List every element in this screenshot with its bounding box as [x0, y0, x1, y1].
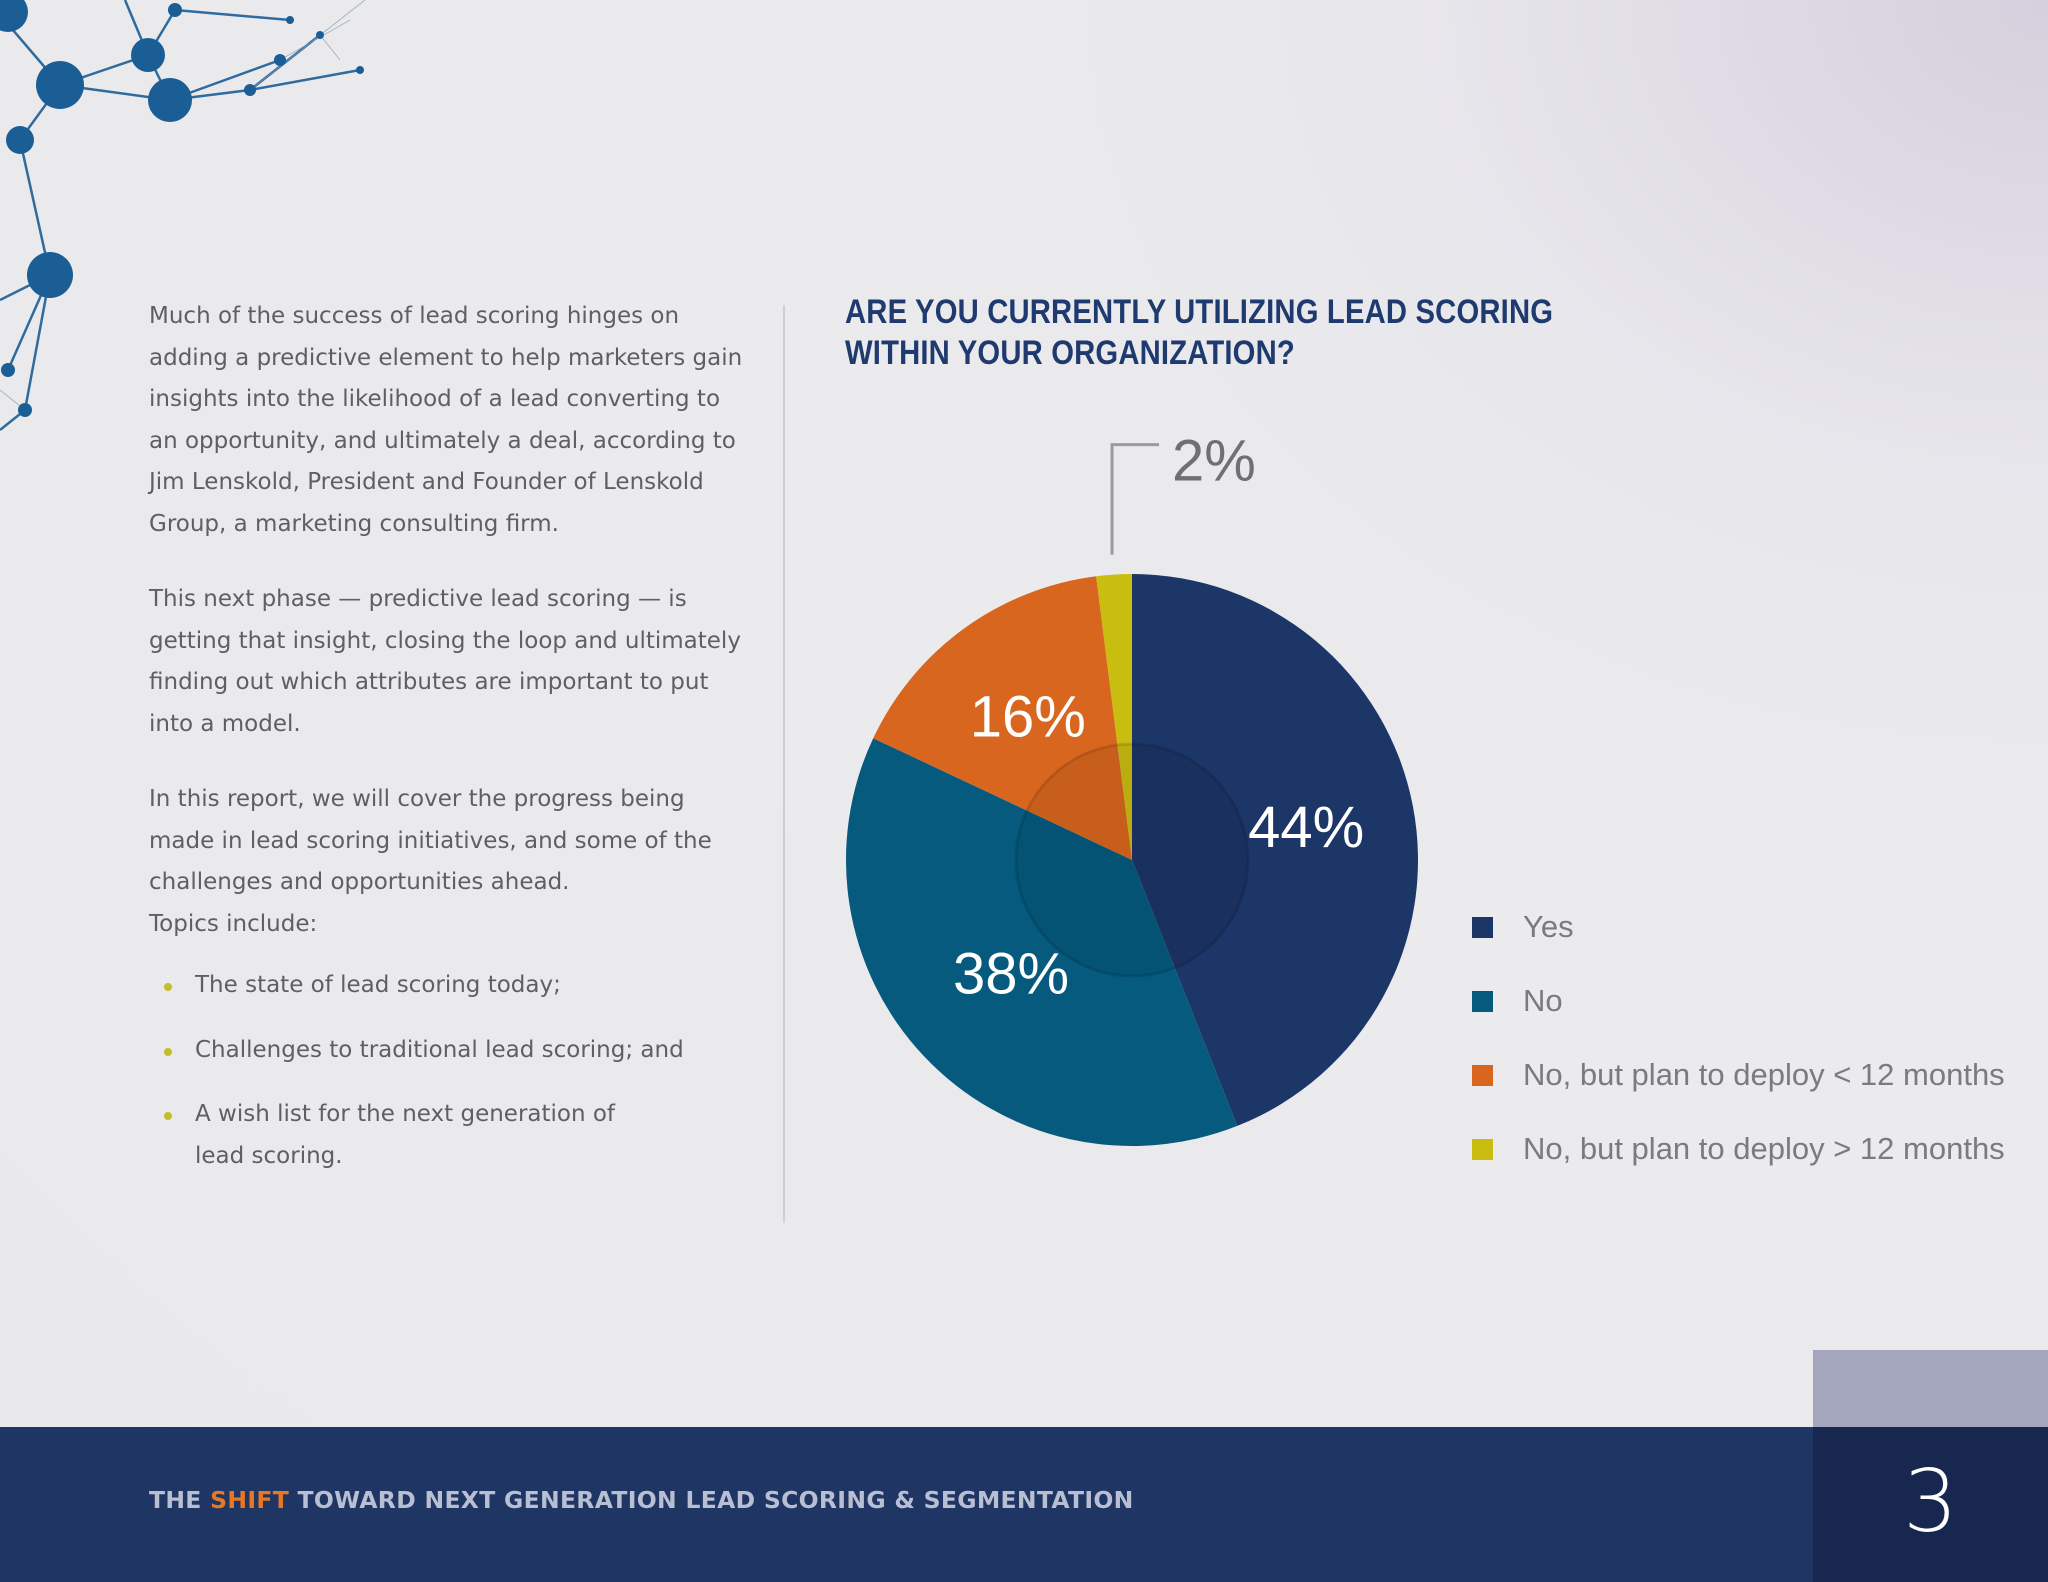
pie-center-ring	[1016, 744, 1248, 976]
legend-swatch	[1472, 1065, 1493, 1086]
pie-leader-line	[1112, 445, 1159, 555]
list-item	[149, 965, 749, 1007]
bullet-dot-icon	[164, 1112, 172, 1120]
legend-item	[1472, 890, 2005, 964]
pie-slice-label: 16%	[969, 684, 1086, 750]
legend-label: Yes	[1523, 909, 1574, 944]
pie-chart	[820, 420, 1440, 1180]
topics-label: Topics include:	[149, 910, 318, 937]
page-tab-accent	[1813, 1350, 2048, 1427]
chart-legend	[1472, 890, 2005, 1186]
legend-label: No	[1523, 983, 1563, 1018]
legend-swatch	[1472, 991, 1493, 1012]
legend-swatch	[1472, 917, 1493, 938]
body-text	[149, 296, 749, 1200]
page-number: 3	[1903, 1452, 1958, 1552]
legend-label: No, but plan to deploy < 12 months	[1523, 1057, 2005, 1092]
pie-slice-label: 2%	[1172, 428, 1256, 494]
legend-item	[1472, 1038, 2005, 1112]
paragraph-1: Much of the success of lead scoring hinges on adding a predictive element to help marketers gain insights into the likelihood of a lead converting to an opportunity, and ultimately a deal, according to Jim Lenskold, President and Founder of Lenskold Group, a marketing consulting firm.	[149, 303, 743, 537]
pie-slice-label: 38%	[953, 941, 1070, 1007]
footer-title-accent: SHIFT	[210, 1486, 290, 1514]
bullet-dot-icon	[164, 1048, 172, 1056]
legend-label: No, but plan to deploy > 12 months	[1523, 1131, 2005, 1166]
footer-title	[149, 1486, 1134, 1514]
list-item-text: A wish list for the next generation of lead scoring.	[195, 1101, 616, 1169]
paragraph-3-text: In this report, we will cover the progress being made in lead scoring initiatives, and some of the challenges and opportunities ahead.	[149, 786, 712, 895]
list-item	[149, 1030, 749, 1072]
column-divider	[783, 305, 785, 1223]
legend-item	[1472, 1112, 2005, 1186]
chart-title: ARE YOU CURRENTLY UTILIZING LEAD SCORING WITHIN YOUR ORGANIZATION?	[845, 293, 1554, 372]
legend-swatch	[1472, 1139, 1493, 1160]
pie-slice-label: 44%	[1248, 794, 1365, 860]
legend-item	[1472, 964, 2005, 1038]
list-item-text: Challenges to traditional lead scoring; and	[195, 1036, 684, 1063]
bullet-dot-icon	[164, 983, 172, 991]
topics-list	[149, 965, 749, 1177]
list-item	[149, 1094, 635, 1177]
footer-title-pre: THE	[149, 1486, 211, 1514]
paragraph-2: This next phase — predictive lead scoring — is getting that insight, closing the loop and ultimately finding out which attributes are important to put into a model.	[149, 586, 741, 737]
list-item-text: The state of lead scoring today;	[195, 972, 561, 998]
footer-title-post: TOWARD NEXT GENERATION LEAD SCORING & SEGMENTATION	[289, 1486, 1134, 1514]
paragraph-3	[149, 779, 749, 945]
